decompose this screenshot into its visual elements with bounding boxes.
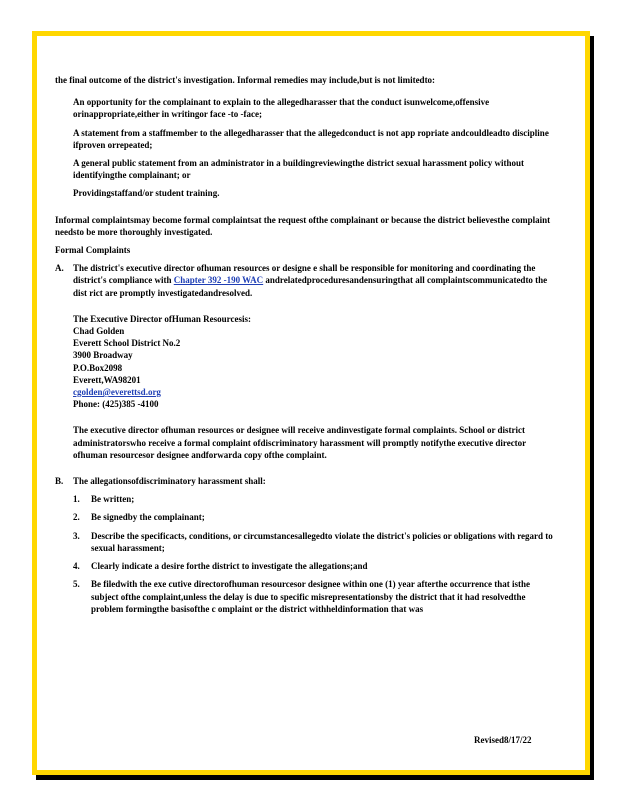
section-b-text: The allegationsofdiscriminatory harassment shall: <box>73 476 266 487</box>
contact-block <box>55 313 555 411</box>
section-b <box>55 475 555 487</box>
contact-pobox: P.O.Box2098 <box>73 362 123 373</box>
intro-text: the final outcome of the district's investigation. Informal remedies may include,but is not limitedto: <box>55 75 436 85</box>
bullet-item <box>55 187 555 199</box>
section-a-label: A. <box>55 263 64 274</box>
list-item <box>73 530 555 554</box>
contact-org: Everett School District No.2 <box>73 338 181 349</box>
contact-heading: The Executive Director ofHuman Resourcesis: <box>73 313 251 324</box>
bullet-item <box>55 96 555 120</box>
list-item-number: 3. <box>73 530 80 541</box>
list-item-text: Be written; <box>91 494 135 505</box>
section-a <box>55 262 555 299</box>
list-item <box>73 578 555 615</box>
list-item-number: 1. <box>73 494 80 505</box>
list-item-text: Be filedwith the exe cutive directorofhuman resourcesor designee within one (1) year afterthe occurrence that isthe subject ofthe complaint,unless the delay is due to specific misrepresentationsby the district that it had resolvedthe problem formingthe basisofthe c omplaint or the district withheldinformation that was <box>91 579 531 614</box>
bullet-text: An opportunity for the complainant to explain to the allegedharasser that the conduct isunwelcome,offensive orinappropriate,either in writingor face -to -face; <box>73 97 490 120</box>
formal-complaints-heading: Formal Complaints <box>55 245 131 256</box>
bullet-item <box>55 157 555 181</box>
bullet-text: A general public statement from an administrator in a buildingreviewingthe district sexual harassment policy without identifyingthe complainant; or <box>73 158 525 181</box>
exec-director-paragraph: The executive director ofhuman resources or designee will receive andinvestigate formal complaints. School or district administratorswho receive a formal complaint ofdiscriminatory harassment will promptly notifythe executive director ofhuman resourcesor designee andforwarda copy ofthe complaint. <box>73 425 527 460</box>
bullet-item <box>55 127 555 151</box>
list-item-number: 5. <box>73 579 80 590</box>
contact-street: 3900 Broadway <box>73 350 133 361</box>
contact-email-link[interactable]: cgolden@everettsd.org <box>73 387 161 398</box>
list-item-text: Be signedby the complainant; <box>91 512 205 523</box>
requirements-list <box>55 493 555 615</box>
section-a-text-cont: andrelatedproceduresandensuringthat all complaintscommunicatedto the dist rict are promptly investigatedandresolved. <box>73 275 548 298</box>
bullet-text: Providingstaffand/or student training. <box>73 188 220 199</box>
list-item-text: Describe the specificacts, conditions, or circumstancesallegedto violate the district's policies or obligations with regard to sexual harassment; <box>91 530 553 553</box>
section-b-label: B. <box>55 476 64 487</box>
list-item <box>73 493 555 505</box>
list-item-number: 4. <box>73 561 80 572</box>
page-frame <box>32 31 590 775</box>
list-item <box>73 511 555 523</box>
document-body <box>55 74 555 615</box>
revision-date: Revised8/17/22 <box>474 735 532 745</box>
section-a-text: The district's executive director ofhuman resources or designe e shall be responsible for monitoring and coordinating the district's compliance with <box>73 263 536 286</box>
contact-phone: Phone: (425)385 -4100 <box>73 399 159 410</box>
contact-city: Everett,WA98201 <box>73 374 141 385</box>
contact-name: Chad Golden <box>73 326 125 337</box>
list-item-number: 2. <box>73 512 80 523</box>
list-item-text: Clearly indicate a desire forthe district to investigate the allegations;and <box>91 561 368 572</box>
wac-chapter-link[interactable]: Chapter 392 -190 WAC <box>173 275 264 286</box>
list-item <box>73 560 555 572</box>
bullet-text: A statement from a staffmember to the allegedharasser that the allegedconduct is not app ropriate andcouldleadto discipline ifproven orrepeated; <box>73 127 549 150</box>
informal-paragraph: Informal complaintsmay become formal complaintsat the request ofthe complainant or because the district believesthe complaint needsto be more thoroughly investigated. <box>55 214 551 237</box>
